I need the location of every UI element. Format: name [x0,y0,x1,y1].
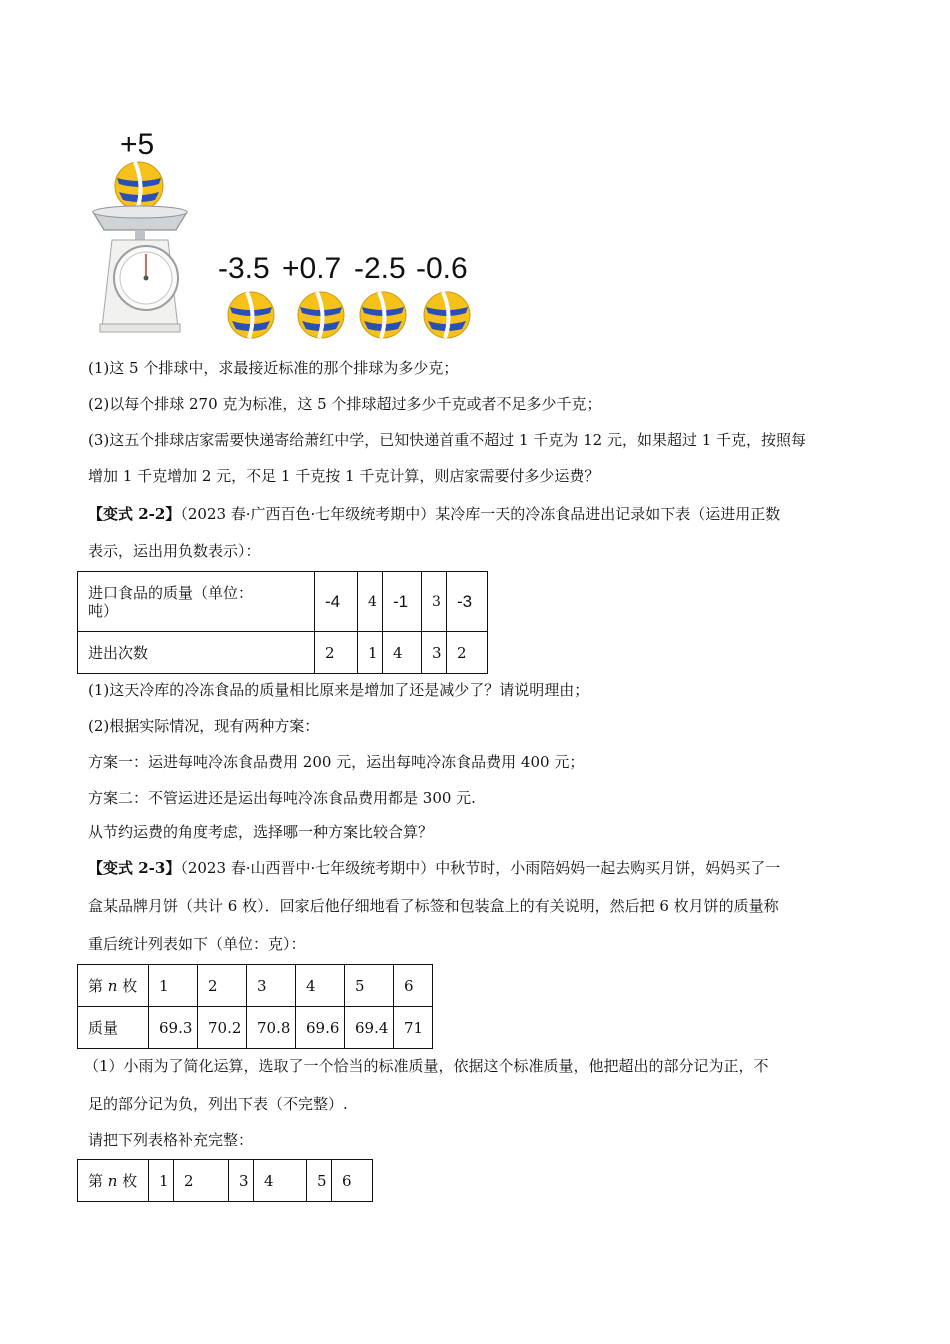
mooncake-weight-table [77,964,433,1049]
table-cell: 4 [254,1160,307,1202]
variant-2-3-q1c: 请把下列表格补充完整： [88,1131,254,1149]
variant-2-3-intro-b: 盒某品牌月饼（共计 6 枚）．回家后他仔细地看了标签和包装盒上的有关说明，然后把 6 枚月饼的质量称 [88,897,779,915]
ball-value-2: +0.7 [282,252,342,285]
table-cell: 3 [422,572,447,632]
volleyball-row [225,290,475,340]
label-n: n [107,1172,118,1190]
table-cell: 1 [149,1160,174,1202]
variant-2-2-plan1: 方案一：运进每吨冷冻食品费用 200 元，运出每吨冷冻食品费用 400 元； [88,753,585,771]
table-cell: 6 [332,1160,373,1202]
volleyball-icon [424,292,470,338]
question-1-3a: (3)这五个排球店家需要快递寄给萧红中学，已知快递首重不超过 1 千克为 12 元，如果超过 1 千克，按照每 [88,431,807,449]
kitchen-scale-icon [90,160,200,335]
label-pre: 第 [88,1172,108,1190]
label-post: 枚 [117,977,138,995]
variant-2-3-q1b: 足的部分记为负，列出下表（不完整）. [88,1095,348,1113]
ball-value-1: -3.5 [218,252,270,285]
table-cell: 1 [358,632,383,674]
label-post: 枚 [117,1172,138,1190]
table-cell: 2 [198,965,247,1007]
volleyball-icon [360,292,406,338]
variant-2-3-q1a: （1）小雨为了简化运算，选取了一个恰当的标准质量，依据这个标准质量，他把超出的部分记为正，不 [84,1057,769,1075]
table-cell: 4 [358,572,383,632]
table-cell: 1 [149,965,198,1007]
variant-2-2-intro-a: （2023 春·广西百色·七年级统考期中）某冷库一天的冷冻食品进出记录如下表（运进用正数 [180,505,781,523]
table-cell: 5 [345,965,394,1007]
table-row [78,632,488,674]
ball-value-3: -2.5 [354,252,406,285]
table-cell: 3 [247,965,296,1007]
cold-storage-table [77,571,488,674]
table-cell: 69.6 [296,1007,345,1049]
question-1-2: (2)以每个排球 270 克为标准，这 5 个排球超过多少千克或者不足多少千克； [88,395,602,413]
table-cell: 3 [422,632,447,674]
table-cell: -4 [315,572,358,632]
variant-2-2-tag: 【变式 2-2】 [88,505,181,523]
volleyball-icon [298,292,344,338]
variant-2-3-intro [88,858,780,878]
table-row [78,572,488,632]
table-row [78,1007,433,1049]
table-row [78,1160,373,1202]
table-cell: 2 [174,1160,229,1202]
table-cell: 70.8 [247,1007,296,1049]
table-cell-label: 进出次数 [78,632,315,674]
table-cell: 71 [394,1007,433,1049]
question-1-1: (1)这 5 个排球中，求最接近标准的那个排球为多少克； [88,359,459,377]
table-cell: -3 [447,572,488,632]
table-cell: 4 [296,965,345,1007]
table-cell: 3 [229,1160,254,1202]
variant-2-2-intro-b: 表示，运出用负数表示）： [88,542,261,560]
variant-2-2-q2: (2)根据实际情况，现有两种方案： [88,717,320,735]
table-cell-label: 质量 [78,1007,149,1049]
mooncake-diff-table [77,1159,373,1202]
table-row [78,965,433,1007]
label-n: n [107,977,118,995]
table-cell: 2 [315,632,358,674]
variant-2-3-intro-c: 重后统计列表如下（单位：克）： [88,935,306,953]
variant-2-2-question: 从节约运费的角度考虑，选择哪一种方案比较合算？ [88,823,434,841]
table-cell: -1 [383,572,422,632]
table-cell-label [78,572,315,632]
variant-2-3-tag: 【变式 2-3】 [88,859,181,877]
variant-2-2-intro [88,504,780,524]
table-cell-label [78,1160,149,1202]
volleyball-icon [228,292,274,338]
label-pre: 第 [88,977,108,995]
table-cell: 2 [447,632,488,674]
variant-2-2-q1: (1)这天冷库的冷冻食品的质量相比原来是增加了还是减少了？请说明理由； [88,681,590,699]
label-line-a: 进口食品的质量（单位： [88,583,254,602]
table-cell: 69.3 [149,1007,198,1049]
table-cell: 4 [383,632,422,674]
variant-2-3-intro-a: （2023 春·山西晋中·七年级统考期中）中秋节时，小雨陪妈妈一起去购买月饼，妈妈买了一 [180,859,781,877]
table-cell: 6 [394,965,433,1007]
table-cell-label [78,965,149,1007]
variant-2-2-plan2: 方案二：不管运进还是运出每吨冷冻食品费用都是 300 元. [88,789,476,807]
table-cell: 70.2 [198,1007,247,1049]
ball-value-4: -0.6 [416,252,468,285]
question-1-3b: 增加 1 千克增加 2 元，不足 1 千克按 1 千克计算，则店家需要付多少运费？ [88,467,600,485]
table-cell: 69.4 [345,1007,394,1049]
table-cell: 5 [307,1160,332,1202]
top-ball-value: +5 [120,128,155,161]
label-line-b: 吨） [88,601,119,620]
